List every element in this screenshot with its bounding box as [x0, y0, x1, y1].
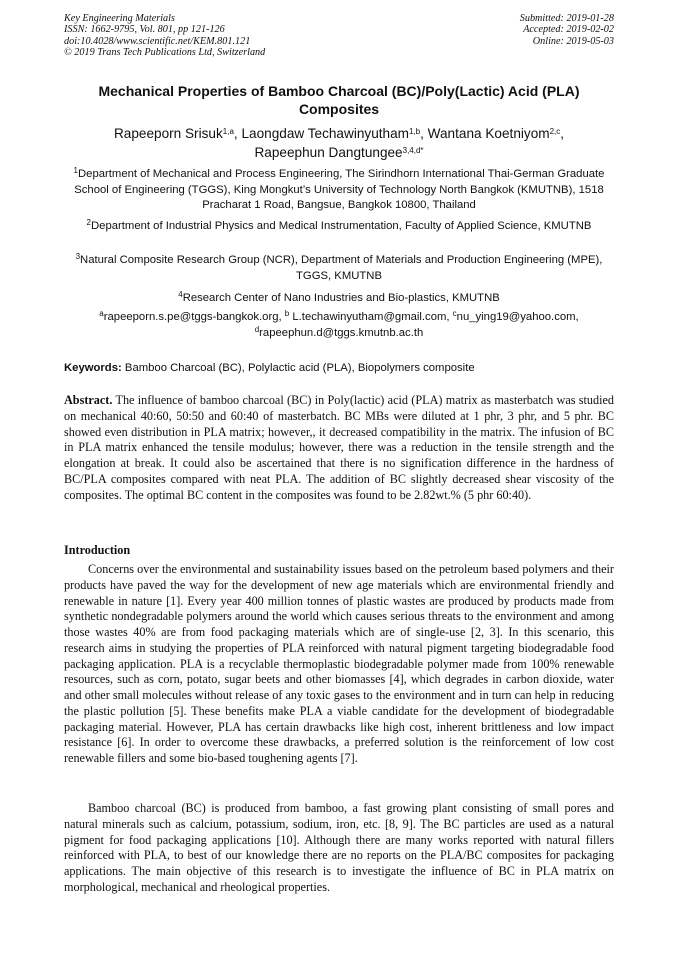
email-address[interactable]: rapeephun.d@tggs.kmutnb.ac.th [259, 326, 424, 339]
affiliation-text: Natural Composite Research Group (NCR), Department of Materials and Production Engineering (MPE), TGGS, KMUTNB [80, 254, 603, 282]
affiliation-mark: 4 [178, 290, 183, 299]
affiliation-text: Research Center of Nano Industries and Bio-plastics, KMUTNB [182, 292, 500, 304]
keywords-text: Bamboo Charcoal (BC), Polylactic acid (PLA), Biopolymers composite [121, 362, 475, 374]
affiliation-text: Department of Industrial Physics and Medical Instrumentation, Faculty of Applied Science, KMUTNB [91, 220, 592, 232]
email-address[interactable]: rapeeporn.s.pe@tggs-bangkok.org, [103, 311, 285, 323]
introduction-paragraph: Concerns over the environmental and sustainability issues based on the petroleum based polymers and their products have paved the way for the development of new age materials which are environmental friendly and renewable in nature [1]. Every year 400 million tonnes of plastic wastes are produced by products made from synthetic nondegradable polymers around the world which causes serious threats to the environment and among those wastes 40% are from food packaging materials which are of single-use [2, 3]. In this scenario, this research aims in studying the properties of PLA reinforced with natural pigment targeting biodegradable food packaging application. PLA is a recyclable thermoplastic biodegradable polymer made from 100% renewable resources, such as corn, potato, sugar beets and other biomasses [4], which degrades in carbon dioxide, water and other small molecules without release of any toxic gases to the environment and in turn can help in reducing the plastic pollution [5]. These benefits make PLA a viable candidate for the development of biodegradable packaging material. However, PLA has certain drawbacks like high cost, inherent brittleness and low impact resistance [6]. In order to overcome these drawbacks, a preferred solution is the reinforcement of low cost renewable fillers and some bio-based toughening agents [7]. [64, 562, 614, 765]
section-heading-introduction: Introduction [64, 543, 131, 557]
paper-title: Mechanical Properties of Bamboo Charcoal (BC)/Poly(Lactic) Acid (PLA) Composites [98, 83, 580, 117]
email-mark: b [284, 309, 290, 318]
submitted-date: Submitted: 2019-01-28 [519, 13, 614, 24]
email-mark: d [254, 324, 260, 334]
abstract-label: Abstract. [64, 393, 113, 407]
affiliation-mark: 1 [73, 166, 78, 175]
author-affiliation-mark: 1,b [408, 127, 421, 136]
author-name: Laongdaw Techawinyutham [241, 126, 409, 141]
keywords [64, 361, 624, 376]
submission-dates [520, 13, 614, 47]
journal-info [64, 13, 265, 59]
affiliation-1 [58, 167, 620, 214]
author-separator: , [420, 126, 428, 141]
author-name: Wantana Koetniyom [427, 126, 550, 141]
author-name: Rapeephun Dangtungee [254, 145, 403, 160]
author-affiliation-mark: 2,c [549, 127, 561, 136]
keywords-label: Keywords: [64, 362, 122, 374]
author-affiliation-mark: 1,a [222, 127, 234, 136]
doi: doi:10.4028/www.scientific.net/KEM.801.121 [64, 35, 251, 47]
email-mark: a [99, 309, 104, 318]
abstract [64, 393, 614, 503]
accepted-date: Accepted: 2019-02-02 [523, 24, 614, 36]
affiliation-mark: 3 [75, 252, 81, 261]
copyright: © 2019 Trans Tech Publications Ltd, Switzerland [64, 47, 266, 59]
affiliation-mark: 2 [86, 218, 91, 227]
author-separator: , [233, 126, 242, 141]
author-list [60, 124, 618, 162]
introduction-paragraph: Bamboo charcoal (BC) is produced from bamboo, a fast growing plant consisting of small pores and natural minerals such as calcium, potassium, sodium, iron, etc. [8, 9]. The BC particles are used as a natural pigment for food packaging applications [10]. Although there are many works reported with natural fillers reinforced with PLA, to best of our knowledge there are no reports on the PLA/BC composites for packaging applications. The main objective of this research is to investigate the influence of BC in PLA matrix on morphological, mechanical and rheological properties. [64, 801, 614, 894]
author-affiliation-mark: 3,4,d* [402, 146, 424, 155]
email-address[interactable]: L.techawinyutham@gmail.com, [289, 311, 453, 323]
online-date: Online: 2019-05-03 [532, 35, 614, 47]
author-separator: , [560, 126, 565, 141]
affiliation-4 [58, 291, 620, 307]
affiliation-text: Department of Mechanical and Process Engineering, The Sirindhorn International Thai-German Graduate School of Engineering (TGGS), King Mongkut’s University of Technology North Bangkok (KMUTNB), 1518 Pracharat 1 Road, Bangsue, Bangkok 10800, Thailand [74, 168, 605, 212]
journal-name: Key Engineering Materials [64, 13, 175, 24]
email-address[interactable]: nu_ying19@yahoo.com, [456, 311, 579, 323]
email-list [58, 310, 620, 341]
affiliation-2 [58, 219, 620, 235]
abstract-text: The influence of bamboo charcoal (BC) in Poly(lactic) acid (PLA) matrix as masterbatch was studied on mechanical 40:60, 50:50 and 60:40 of masterbatch. BC MBs were diluted at 1 phr, 3 phr, and 5 phr. BC showed even distribution in PLA matrix; however,, it decreased compatibility in the matrix. The infusion of BC in PLA matrix enhanced the tensile modulus; however, there was a reduction in the tensile strength and the elongation at break. It could also be ascertained that there is no signification difference in the hardness of BC/PLA composites compared with neat PLA. The addition of BC slightly decreased shear viscosity of the composites. The optimal BC content in the composites was found to be 2.82wt.% (5 phr 60:40). [64, 393, 614, 502]
author-name: Rapeeporn Srisuk [113, 126, 223, 141]
email-mark: c [452, 309, 457, 318]
affiliation-3 [58, 253, 620, 284]
issn-volume: ISSN: 1662-9795, Vol. 801, pp 121-126 [64, 24, 225, 36]
